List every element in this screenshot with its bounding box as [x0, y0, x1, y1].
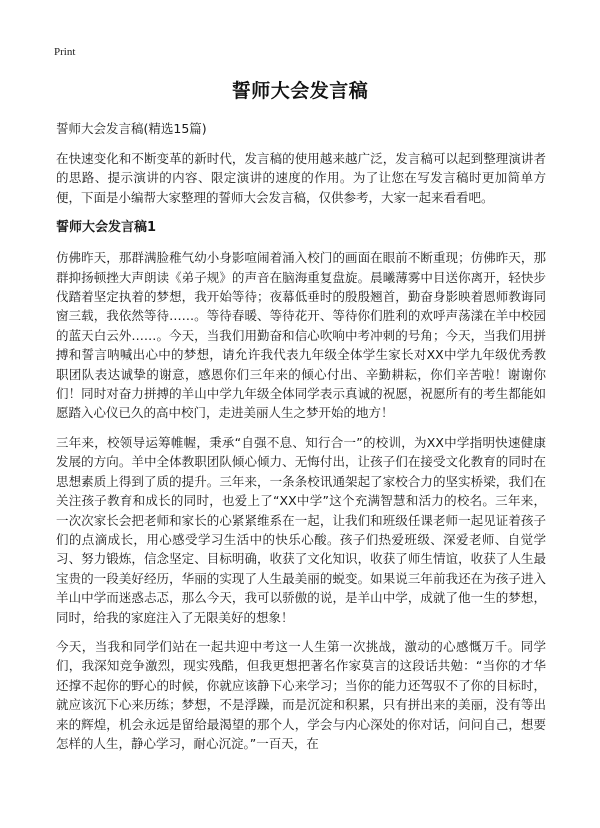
intro-paragraph: 在快速变化和不断变革的新时代，发言稿的使用越来越广泛，发言稿可以起到整理演讲者的思路、提示演讲的内容、限定演讲的速度的作用。为了让您在写发言稿时更加简单方便，下面是小编帮大家整理的誓师大会发言稿，仅供参考，大家一起来看看吧。: [56, 151, 546, 205]
body-paragraph-2: 三年来，校领导运筹帷幄，秉承“自强不息、知行合一”的校训，为XX中学指明快速健康发展的方向。羊中全体教职团队倾心倾力、无悔付出，让孩子们在接受文化教育的同时在思想素质上得到了质的提升。三年来，一条条校讯通架起了家校合力的坚实桥梁，我们在关注孩子教育和成长的同时，也爱上了“XX中学”这个充满智慧和活力的校名。三年来，一次次家长会把老师和家长的心紧紧维系在一起，让我们和班级任课老师一起见证着孩子们的点滴成长，用心感受学习生活中的快乐心酸。孩子们热爱班级、深爱老师、自觉学习、努力锻炼，信念坚定、目标明确，收获了文化知识，收获了师生情谊，收获了人生最宝贵的一段美好经历，华丽的实现了人生最美丽的蜕变。如果说三年前我还在为孩子进入羊山中学而迷惑忐忑，那么今天，我可以骄傲的说，是羊山中学，成就了他一生的梦想，同时，给我的家庭注入了无限美好的想象！: [56, 434, 546, 625]
print-link[interactable]: Print: [54, 46, 76, 58]
body-paragraph-3: 今天，当我和同学们站在一起共迎中考这一人生第一次挑战，激动的心感慨万千。同学们，我深知竞争激烈，现实残酷，但我更想把著名作家莫言的这段话共勉：“当你的才华还撑不起你的野心的时候，你就应该静下心来学习；当你的能力还驾驭不了你的目标时，就应该沉下心来历练；梦想，不是浮躁，而是沉淀和积累，只有拼出来的美丽，没有等出来的辉煌，机会永远是留给最渴望的那个人，学会与内心深处的你对话，问问自己，想要怎样的人生，静心学习，耐心沉淀。”一百天，在: [56, 638, 546, 751]
document-title: 誓师大会发言稿: [231, 80, 369, 102]
document-body: [56, 120, 546, 763]
body-paragraph-1: 仿佛昨天，那群满脸稚气幼小身影喧闹着涌入校门的画面在眼前不断重现；仿佛昨天，那群抑扬顿挫大声朗读《弟子规》的声音在脑海重复盘旋。晨曦薄雾中目送你离开，轻快步伐踏着坚定执着的梦想，我开始等待；夜幕低垂时的殷殷翘首，勤奋身影映着恩师教诲同窗三载，我依然等待……。等待春暖、等待花开、等待你们胜利的欢呼声荡漾在羊中校园的蓝天白云外……。今天，当我们用勤奋和信心吹响中考冲刺的号角；今天，当我们用拼搏和誓言呐喊出心中的梦想，请允许我代表九年级全体学生家长对XX中学九年级优秀教职团队表达诚挚的谢意，感恩你们三年来的倾心付出、辛勤耕耘，你们辛苦啦！谢谢你们！同时对奋力拼搏的羊山中学九年级全体同学表示真诚的祝愿，祝愿所有的考生都能如愿踏入心仪已久的高中校门，走进美丽人生之梦开始的地方！: [56, 250, 546, 421]
section-heading: 誓师大会发言稿1: [56, 220, 157, 236]
document-subtitle: 誓师大会发言稿(精选15篇): [56, 121, 207, 136]
